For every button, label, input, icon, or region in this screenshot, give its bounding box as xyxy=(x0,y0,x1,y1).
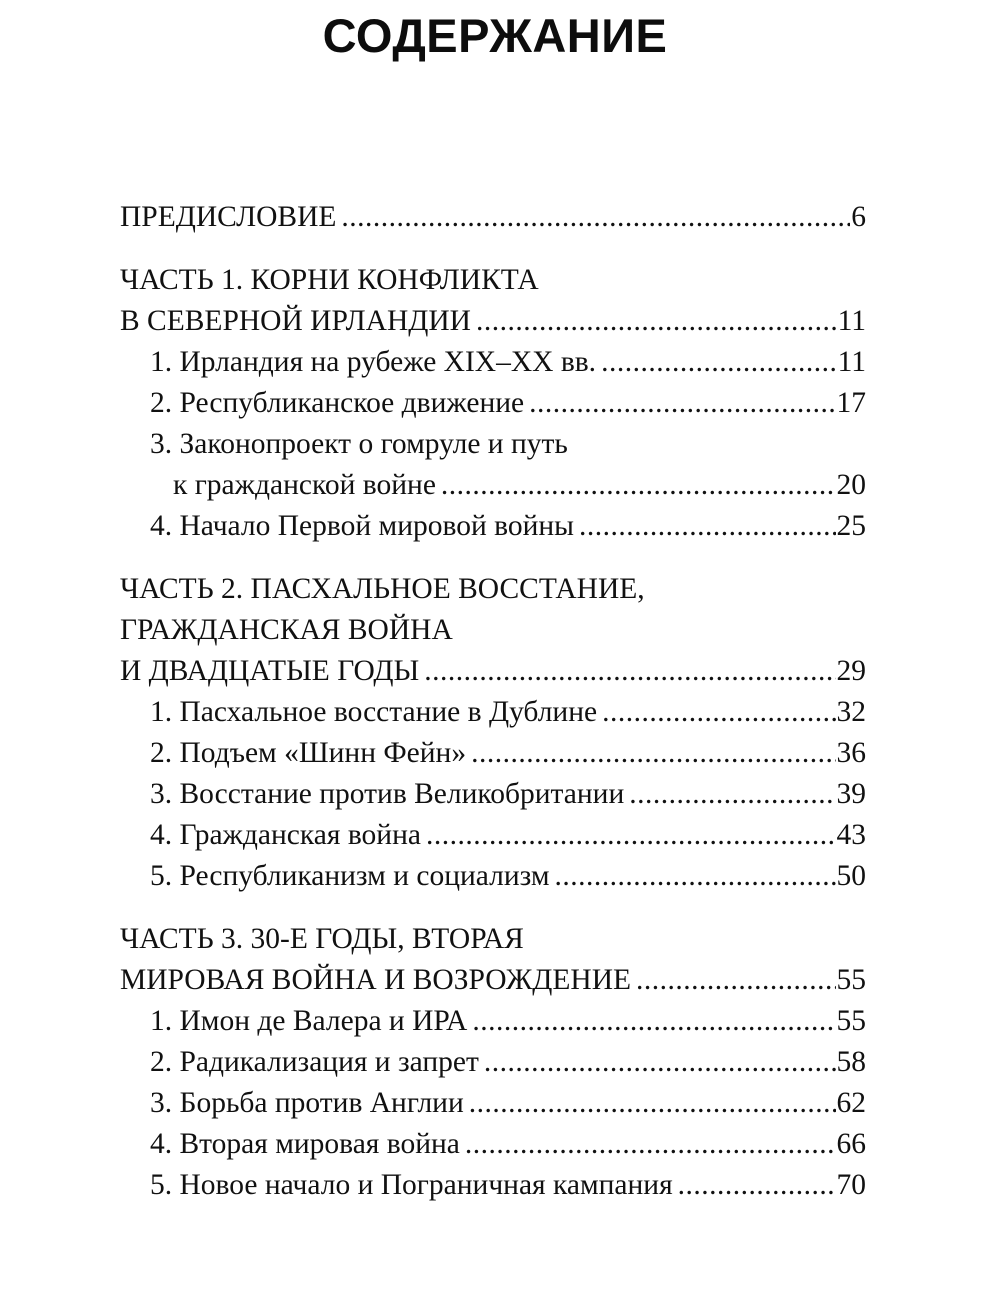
toc-line xyxy=(120,651,866,692)
toc-entry-preface[interactable] xyxy=(120,197,866,238)
toc-line xyxy=(120,301,866,342)
page-number: 70 xyxy=(836,1169,866,1201)
toc-entry-title: ЧАСТЬ 3. 30-Е ГОДЫ, ВТОРАЯ xyxy=(120,923,524,955)
toc-line xyxy=(150,856,866,897)
toc-chapter[interactable] xyxy=(120,815,866,856)
toc-entry-title: ЧАСТЬ 2. ПАСХАЛЬНОЕ ВОССТАНИЕ, xyxy=(120,573,645,605)
toc-line xyxy=(150,342,866,383)
page-number: 55 xyxy=(836,964,866,996)
dot-leader xyxy=(472,1001,835,1042)
toc-entry-title: к гражданской войне xyxy=(173,469,436,501)
toc-line xyxy=(150,1124,866,1165)
toc-entry-title: 5. Новое начало и Пограничная кампания xyxy=(150,1169,673,1201)
toc-line xyxy=(150,424,866,465)
dot-leader xyxy=(341,197,850,238)
toc-entry-title: 3. Борьба против Англии xyxy=(150,1087,464,1119)
toc-chapter[interactable] xyxy=(120,774,866,815)
toc-entry-title: 1. Ирландия на рубеже XIX–XX вв. xyxy=(150,346,597,378)
dot-leader xyxy=(426,815,836,856)
toc-entry-title: 2. Радикализация и запрет xyxy=(150,1046,479,1078)
dot-leader xyxy=(602,692,835,733)
toc-line xyxy=(150,506,866,547)
toc-chapter[interactable] xyxy=(120,733,866,774)
page-number: 43 xyxy=(836,819,866,851)
toc-part-2[interactable] xyxy=(120,569,866,692)
toc-line xyxy=(150,1165,866,1206)
toc-chapter[interactable] xyxy=(120,506,866,547)
toc-chapter[interactable] xyxy=(120,692,866,733)
toc-line xyxy=(150,383,866,424)
dot-leader xyxy=(469,1083,836,1124)
toc-part-1[interactable] xyxy=(120,260,866,342)
toc-entry-title: 4. Начало Первой мировой войны xyxy=(150,510,575,542)
toc-chapter[interactable] xyxy=(120,1083,866,1124)
page-number: 20 xyxy=(836,469,866,501)
page-number: 58 xyxy=(836,1046,866,1078)
toc-chapter[interactable] xyxy=(120,1124,866,1165)
dot-leader xyxy=(636,960,835,1001)
dot-leader xyxy=(678,1165,836,1206)
toc-entry-title: 2. Республиканское движение xyxy=(150,387,525,419)
page-number: 62 xyxy=(836,1087,866,1119)
toc-line xyxy=(120,919,866,960)
page-title: СОДЕРЖАНИЕ xyxy=(322,9,668,62)
dot-leader xyxy=(484,1042,836,1083)
toc-line xyxy=(120,260,866,301)
dot-leader xyxy=(601,342,837,383)
toc-line xyxy=(150,733,866,774)
toc-entry-title: 4. Гражданская война xyxy=(150,819,421,851)
dot-leader xyxy=(441,465,836,506)
page-number: 6 xyxy=(851,201,866,233)
toc-line xyxy=(150,774,866,815)
toc-entry-title: 3. Восстание против Великобритании xyxy=(150,778,625,810)
toc-entry-title: 4. Вторая мировая война xyxy=(150,1128,460,1160)
page-number: 32 xyxy=(836,696,866,728)
toc-entry-title: ЧАСТЬ 1. КОРНИ КОНФЛИКТА xyxy=(120,264,539,296)
toc-entry-title: 3. Законопроект о гомруле и путь xyxy=(150,428,568,460)
toc-line xyxy=(150,465,866,506)
toc-entry-title: В СЕВЕРНОЙ ИРЛАНДИИ xyxy=(120,305,471,337)
toc-line xyxy=(120,960,866,1001)
table-of-contents xyxy=(120,197,866,1206)
toc-part-3[interactable] xyxy=(120,919,866,1001)
toc-chapter[interactable] xyxy=(120,383,866,424)
dot-leader xyxy=(465,1124,836,1165)
page-number: 25 xyxy=(836,510,866,542)
page-number: 11 xyxy=(837,346,866,378)
toc-line xyxy=(150,815,866,856)
toc-entry-title: 2. Подъем «Шинн Фейн» xyxy=(150,737,467,769)
toc-line xyxy=(150,692,866,733)
dot-leader xyxy=(529,383,835,424)
toc-entry-title: ГРАЖДАНСКАЯ ВОЙНА xyxy=(120,614,453,646)
toc-line xyxy=(120,197,866,238)
toc-chapter[interactable] xyxy=(120,342,866,383)
page-number: 39 xyxy=(836,778,866,810)
toc-entry-title: 1. Имон де Валера и ИРА xyxy=(150,1005,468,1037)
toc-chapter[interactable] xyxy=(120,424,866,506)
dot-leader xyxy=(629,774,835,815)
toc-entry-title: 5. Республиканизм и социализм xyxy=(150,860,550,892)
toc-line xyxy=(150,1042,866,1083)
toc-line xyxy=(150,1083,866,1124)
toc-entry-title: ПРЕДИСЛОВИЕ xyxy=(120,201,337,233)
toc-chapter[interactable] xyxy=(120,1001,866,1042)
dot-leader xyxy=(424,651,835,692)
toc-chapter[interactable] xyxy=(120,1042,866,1083)
dot-leader xyxy=(471,733,835,774)
dot-leader xyxy=(476,301,837,342)
toc-line xyxy=(150,1001,866,1042)
page-number: 36 xyxy=(836,737,866,769)
toc-line xyxy=(120,569,866,610)
page-number: 55 xyxy=(836,1005,866,1037)
dot-leader xyxy=(555,856,836,897)
toc-entry-title: 1. Пасхальное восстание в Дублине xyxy=(150,696,598,728)
page-number: 11 xyxy=(837,305,866,337)
toc-entry-title: И ДВАДЦАТЫЕ ГОДЫ xyxy=(120,655,420,687)
toc-line xyxy=(120,610,866,651)
page-number: 50 xyxy=(836,860,866,892)
toc-chapter[interactable] xyxy=(120,1165,866,1206)
toc-chapter[interactable] xyxy=(120,856,866,897)
page-number: 66 xyxy=(836,1128,866,1160)
page-number: 17 xyxy=(836,387,866,419)
toc-entry-title: МИРОВАЯ ВОЙНА И ВОЗРОЖДЕНИЕ xyxy=(120,964,632,996)
page-number: 29 xyxy=(836,655,866,687)
dot-leader xyxy=(579,506,835,547)
